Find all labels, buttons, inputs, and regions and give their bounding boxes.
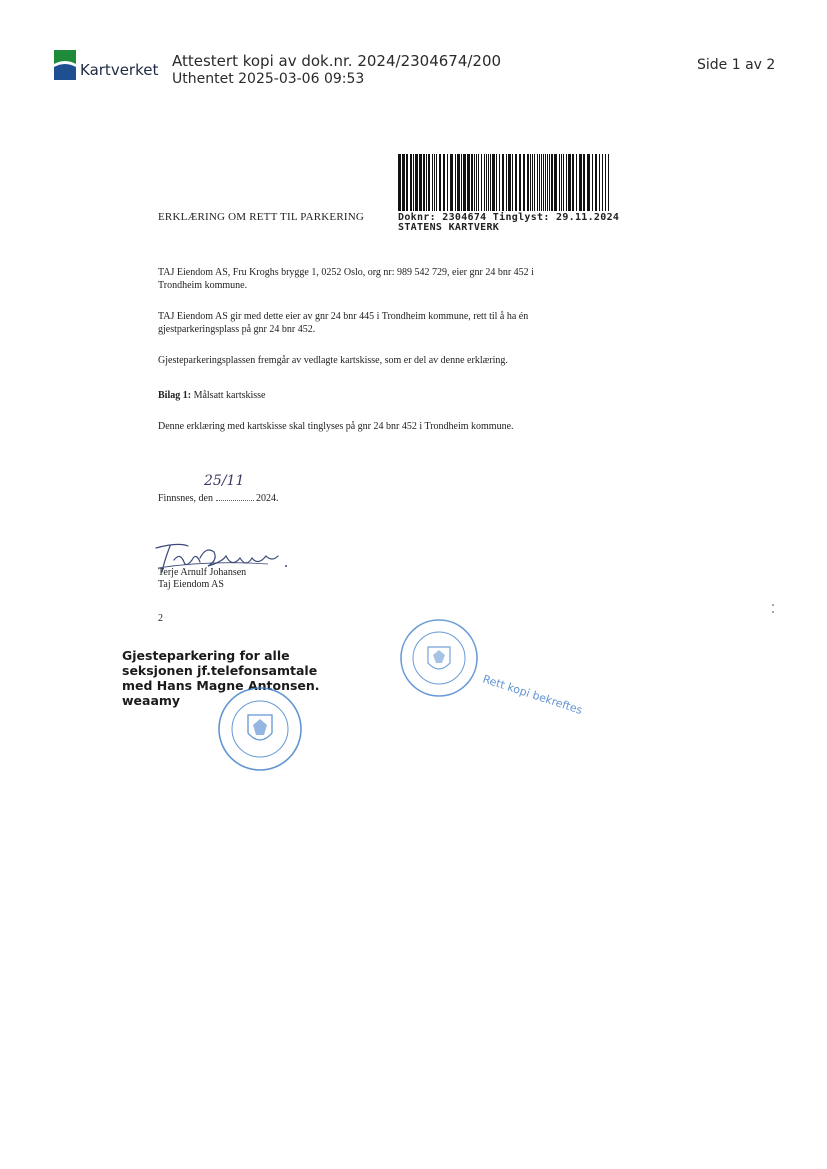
note-line-2: seksjonen jf.telefonsamtale [122, 663, 318, 678]
document-title-header: Attestert kopi av dok.nr. 2024/2304674/200 [172, 52, 502, 70]
paragraph-right: TAJ Eiendom AS gir med dette eier av gnr 24 bnr 445 i Trondheim kommune, rett til å ha én gjestparkeringsplass på gnr 24 bnr 452. [158, 311, 529, 335]
certification-stamp-icon [480, 668, 592, 728]
logo-text: Kartverket [80, 61, 159, 79]
certification-text: Rett kopi bekreftes [481, 672, 584, 717]
signer-company: Taj Eiendom AS [158, 579, 224, 590]
note-line-3: med Hans Magne Antonsen. [122, 678, 320, 693]
paragraph-map: Gjesteparkeringsplassen fremgår av vedlagte kartskisse, som er del av denne erklæring. [158, 355, 508, 366]
official-stamp-icon-2 [216, 685, 304, 773]
note-line-1: Gjesteparkering for alle [122, 648, 290, 663]
scan-speck [772, 604, 774, 606]
official-stamp-icon [398, 617, 480, 699]
attachment-line [158, 389, 266, 402]
attachment-text: Målsatt kartskisse [193, 390, 266, 401]
date-prefix: Finnsnes, den [158, 493, 213, 504]
note-line-4: weaamy [122, 693, 181, 708]
date-suffix: 2024. [256, 493, 279, 504]
date-line [158, 492, 279, 505]
date-blank [216, 500, 254, 501]
page-number: 2 [158, 613, 163, 624]
barcode-authority: STATENS KARTVERK [398, 222, 500, 233]
paragraph-owner: TAJ Eiendom AS, Fru Kroghs brygge 1, 0252 Oslo, org nr: 989 542 729, eier gnr 24 bnr 452 i Trondheim kommune. [158, 267, 534, 291]
declaration-title: ERKLÆRING OM RETT TIL PARKERING [158, 211, 365, 223]
scan-speck [772, 611, 774, 613]
attachment-label: Bilag 1: [158, 390, 192, 401]
date-handwritten: 25/11 [204, 473, 245, 489]
paragraph-registration: Denne erklæring med kartskisse skal tinglyses på gnr 24 bnr 452 i Trondheim kommune. [158, 421, 514, 432]
signer-name: Terje Arnulf Johansen [158, 567, 247, 578]
kartverket-logo-icon [54, 50, 76, 80]
page-indicator: Side 1 av 2 [697, 57, 776, 73]
barcode-doknr: Doknr: 2304674 Tinglyst: 29.11.2024 [398, 212, 620, 223]
retrieved-timestamp: Uthentet 2025-03-06 09:53 [172, 71, 365, 87]
barcode-icon [398, 154, 612, 211]
